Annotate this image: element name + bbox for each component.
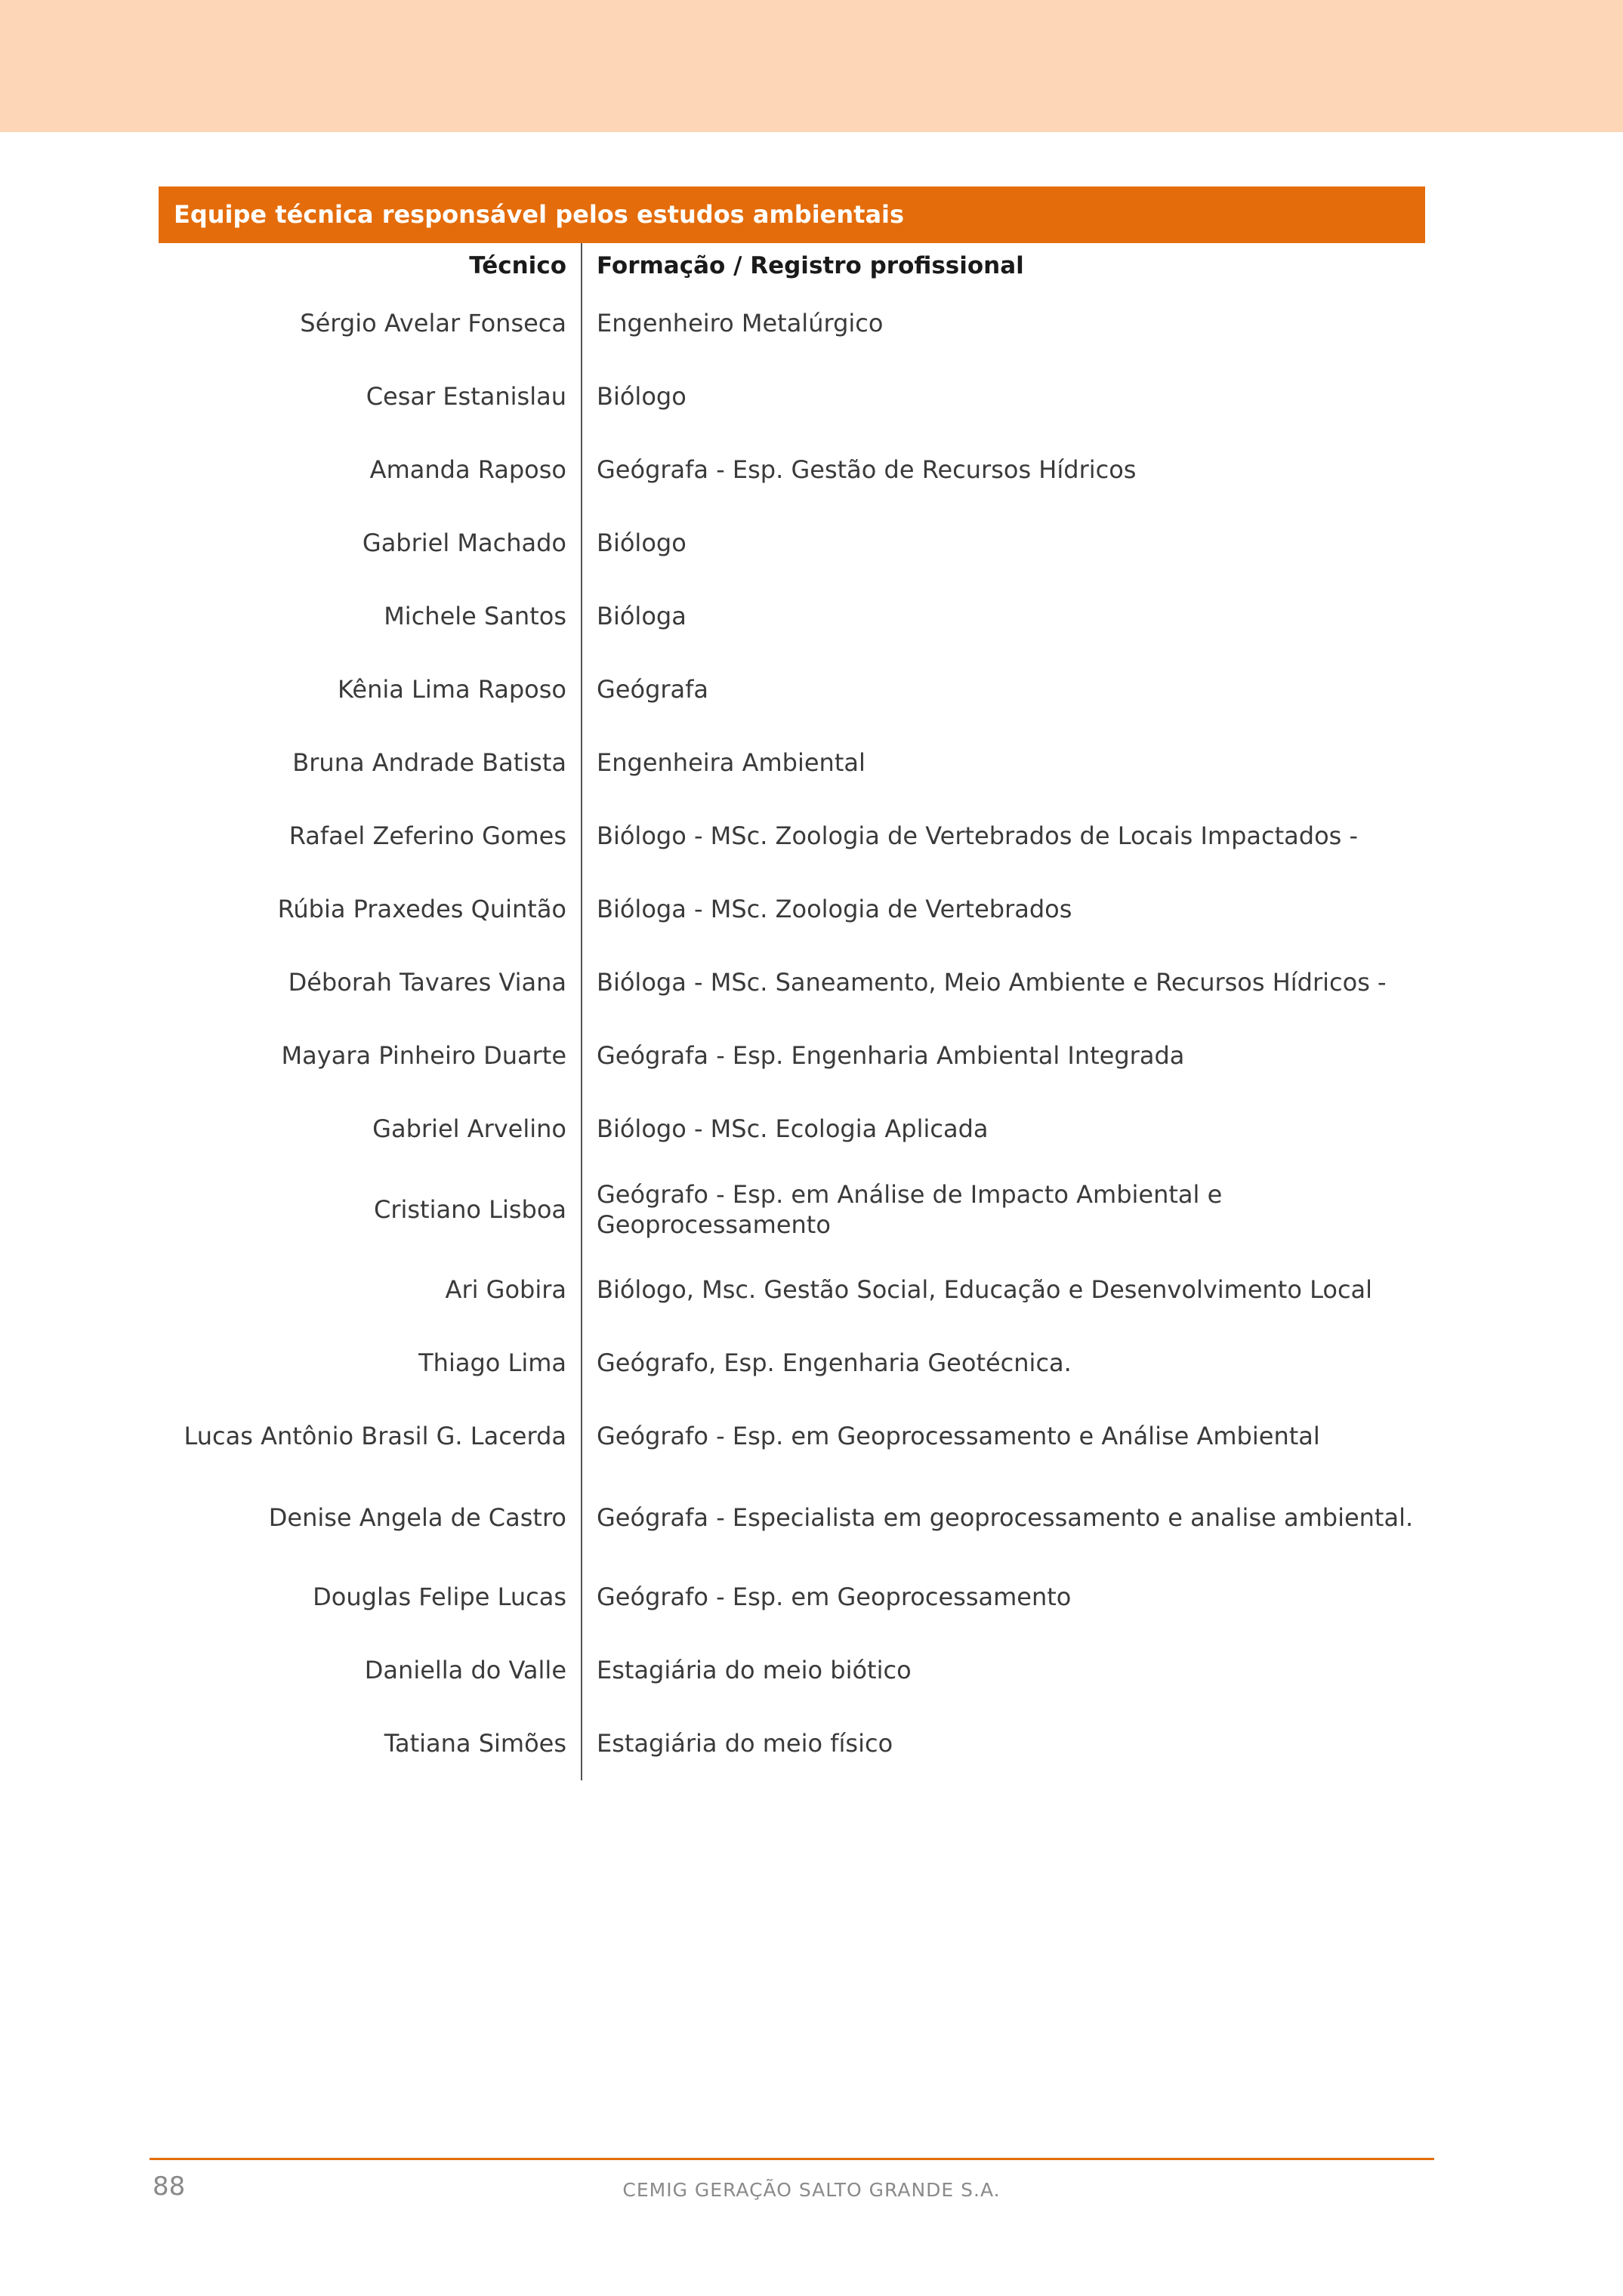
formacao-text: Engenheiro Metalúrgico <box>597 309 884 337</box>
formacao-text: Bióloga - MSc. Zoologia de Vertebrados <box>597 895 1072 923</box>
table-row <box>159 448 1425 491</box>
table-row <box>159 595 1425 637</box>
table-row <box>159 1722 1425 1764</box>
table-row <box>159 1178 1425 1241</box>
formacao-text: Estagiária do meio físico <box>597 1729 893 1758</box>
tecnico-name: Daniella do Valle <box>364 1656 566 1684</box>
table-row <box>159 302 1425 344</box>
table-row <box>159 1649 1425 1691</box>
table-row <box>159 668 1425 710</box>
table-row <box>159 741 1425 784</box>
tecnico-name: Douglas Felipe Lucas <box>313 1583 566 1611</box>
formacao-text: Biólogo, Msc. Gestão Social, Educação e Desenvolvimento Local <box>597 1275 1373 1304</box>
tecnico-name: Bruna Andrade Batista <box>292 748 566 777</box>
table-title: Equipe técnica responsável pelos estudos ambientais <box>159 186 1425 243</box>
footer-company: CEMIG GERAÇÃO SALTO GRANDE S.A. <box>622 2179 1001 2201</box>
column-header-tecnico: Técnico <box>469 252 566 279</box>
tecnico-name: Cesar Estanislau <box>366 382 566 411</box>
column-header-formacao: Formação / Registro profissional <box>597 252 1024 279</box>
formacao-text: Geógrafa - Esp. Gestão de Recursos Hídricos <box>597 455 1137 484</box>
formacao-text: Geógrafo, Esp. Engenharia Geotécnica. <box>597 1348 1072 1377</box>
formacao-text: Geógrafo - Esp. em Geoprocessamento <box>597 1583 1072 1611</box>
header-band <box>0 0 1623 132</box>
footer-rule <box>150 2158 1434 2160</box>
table-row <box>159 1268 1425 1311</box>
table-row <box>159 961 1425 1003</box>
formacao-text: Bióloga - MSc. Saneamento, Meio Ambiente e Recursos Hídricos - <box>597 968 1387 997</box>
page-number: 88 <box>153 2171 186 2202</box>
table-row <box>159 1486 1425 1549</box>
tecnico-name: Denise Angela de Castro <box>268 1503 566 1532</box>
tecnico-name: Thiago Lima <box>418 1348 566 1377</box>
formacao-text: Geógrafa <box>597 675 709 704</box>
formacao-text: Geógrafa - Esp. Engenharia Ambiental Integrada <box>597 1041 1185 1070</box>
formacao-text: Engenheira Ambiental <box>597 748 865 777</box>
table-row <box>159 1415 1425 1457</box>
formacao-text: Bióloga <box>597 602 687 630</box>
formacao-text: Geógrafo - Esp. em Geoprocessamento e Análise Ambiental <box>597 1422 1320 1450</box>
tecnico-name: Déborah Tavares Viana <box>288 968 566 997</box>
formacao-text: Biólogo <box>597 382 687 411</box>
table-row <box>159 375 1425 418</box>
tecnico-name: Tatiana Simões <box>384 1729 566 1758</box>
table-row <box>159 1034 1425 1077</box>
formacao-text: Biólogo - MSc. Zoologia de Vertebrados de Locais Impactados - <box>597 821 1359 850</box>
tecnico-name: Cristiano Lisboa <box>373 1195 566 1224</box>
tecnico-name: Gabriel Machado <box>362 529 566 557</box>
tecnico-name: Gabriel Arvelino <box>372 1114 566 1143</box>
table-row <box>159 522 1425 564</box>
formacao-text: Biólogo - MSc. Ecologia Aplicada <box>597 1114 989 1143</box>
formacao-text: Geógrafo - Esp. em Análise de Impacto Ambiental e Geoprocessamento <box>597 1180 1223 1239</box>
tecnico-name: Rúbia Praxedes Quintão <box>277 895 566 923</box>
table-row <box>159 1576 1425 1618</box>
table-row <box>159 1108 1425 1150</box>
tecnico-name: Sérgio Avelar Fonseca <box>300 309 566 337</box>
table-row <box>159 1342 1425 1384</box>
table-row <box>159 888 1425 930</box>
formacao-text: Geógrafa - Especialista em geoprocessamento e analise ambiental. <box>597 1503 1414 1532</box>
tecnico-name: Rafael Zeferino Gomes <box>288 821 566 850</box>
tecnico-name: Ari Gobira <box>445 1275 566 1304</box>
formacao-text: Biólogo <box>597 529 687 557</box>
table-row <box>159 815 1425 857</box>
tecnico-name: Amanda Raposo <box>369 455 566 484</box>
tecnico-name: Michele Santos <box>384 602 566 630</box>
tecnico-name: Lucas Antônio Brasil G. Lacerda <box>184 1422 566 1450</box>
formacao-text: Estagiária do meio biótico <box>597 1656 912 1684</box>
tecnico-name: Kênia Lima Raposo <box>338 675 566 704</box>
tecnico-name: Mayara Pinheiro Duarte <box>281 1041 566 1070</box>
